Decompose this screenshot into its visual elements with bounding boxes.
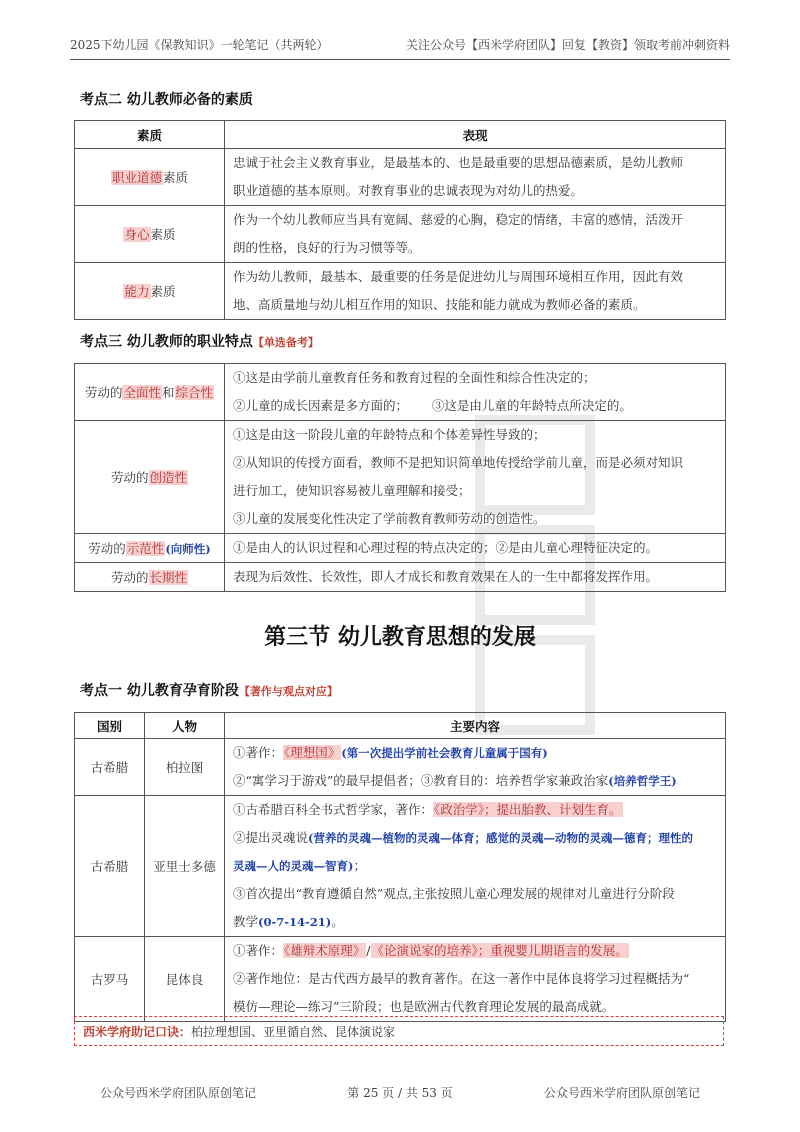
col-header-country: 国别: [75, 713, 145, 739]
table-row: 身心素质 作为一个幼儿教师应当具有宽阔、慈爱的心胸，稳定的情绪，丰富的感情，活泼开 朗的性格，良好的行为习惯等等。: [75, 206, 726, 263]
table-row: 古罗马 昆体良 ①著作：《雄辩术原理》/《论演说家的培养》；重视婴儿期语言的发展。 ②著作地位：是古代西方最早的教育著作。在这一著作中昆体良将学习过程概括为“ 模仿—理论—练习”三阶段；也是欧洲古代教育理论发展的最高成就。: [75, 937, 726, 1022]
footer-left: 公众号西米学府团队原创笔记: [100, 1086, 257, 1100]
mnemonic-label: 西米学府助记口诀：: [83, 1025, 192, 1039]
table-row: 劳动的长期性 表现为后效性、长效性，即人才成长和教育效果在人的一生中都将发挥作用。: [75, 563, 726, 592]
kaodian1-title: 考点一 幼儿教育孕育阶段【著作与观点对应】: [80, 683, 338, 699]
kaodian3-tag: 【单选备考】: [252, 336, 319, 349]
kaodian3-title: 考点三 幼儿教师的职业特点【单选备考】: [80, 334, 319, 350]
table-row: 劳动的全面性和综合性 ①这是由学前儿童教育任务和教育过程的全面性和综合性决定的； ②儿童的成长因素是多方面的； ③这是由儿童的年龄特点所决定的。: [75, 364, 726, 421]
page-header: [70, 36, 730, 60]
section-title: 第三节 幼儿教育思想的发展: [264, 625, 536, 650]
table-row: 劳动的创造性 ①这是由这一阶段儿童的年龄特点和个体差异性导致的； ②从知识的传授方面看，教师不是把知识简单地传授给学前儿童，而是必须对知识 进行加工，使知识容易被儿童理解和接受； ③儿童的发展变化性决定了学前教育教师劳动的创造性。: [75, 421, 726, 534]
quality-cell: 职业道德素质: [75, 149, 225, 206]
header-right: 关注公众号【西米学府团队】回复【教资】领取考前冲刺资料: [405, 38, 730, 52]
table-row: 能力素质 作为幼儿教师，最基本、最重要的任务是促进幼儿与周围环境相互作用，因此有效 地、高质量地与幼儿相互作用的知识、技能和能力就成为教师必备的素质。: [75, 263, 726, 320]
page-number: 第 25 页 / 共 53 页: [347, 1086, 453, 1100]
thinkers-table: [74, 712, 726, 1022]
page-footer: [100, 1084, 700, 1101]
mnemonic-box: [74, 1016, 724, 1046]
mnemonic-text: 柏拉理想国、亚里循自然、昆体演说家: [191, 1025, 396, 1039]
table-row: 劳动的示范性(向师性) ①是由人的认识过程和心理过程的特点决定的；②是由儿童心理特征决定的。: [75, 534, 726, 563]
kaodian2-title: 考点二 幼儿教师必备的素质: [80, 92, 253, 108]
footer-right: 公众号西米学府团队原创笔记: [543, 1086, 700, 1100]
table-row: 古希腊 柏拉图 ①著作：《理想国》(第一次提出学前社会教育儿童属于国有) ②“寓学习于游戏”的最早提倡者；③教育目的：培养哲学家兼政治家(培养哲学王): [75, 739, 726, 796]
col-header-content: 主要内容: [225, 713, 726, 739]
col-header-quality: 素质: [75, 121, 225, 149]
table-row: 古希腊 亚里士多德 ①古希腊百科全书式哲学家，著作：《政治学》；提出胎教、计划生育。 ②提出灵魂说(营养的灵魂—植物的灵魂—体育；感觉的灵魂—动物的灵魂—德育；理性的 灵魂—人的灵魂—智育)； ③首次提出“教育遵循自然”观点,主张按照儿童心理发展的规律对儿童进行分阶段 教学(0-7-14-21)。: [75, 796, 726, 937]
table-row: 职业道德素质 忠诚于社会主义教育事业，是最基本的、也是最重要的思想品德素质，是幼儿教师 职业道德的基本原则。对教育事业的忠诚表现为对幼儿的热爱。: [75, 149, 726, 206]
kaodian1-tag: 【著作与观点对应】: [238, 685, 338, 698]
qualities-table: [74, 120, 726, 320]
quality-cell: 身心素质: [75, 206, 225, 263]
col-header-performance: 表现: [225, 121, 726, 149]
quality-cell: 能力素质: [75, 263, 225, 320]
header-left: 2025下幼儿园《保教知识》一轮笔记（共两轮）: [70, 38, 329, 52]
characteristics-table: [74, 363, 726, 592]
col-header-person: 人物: [145, 713, 225, 739]
